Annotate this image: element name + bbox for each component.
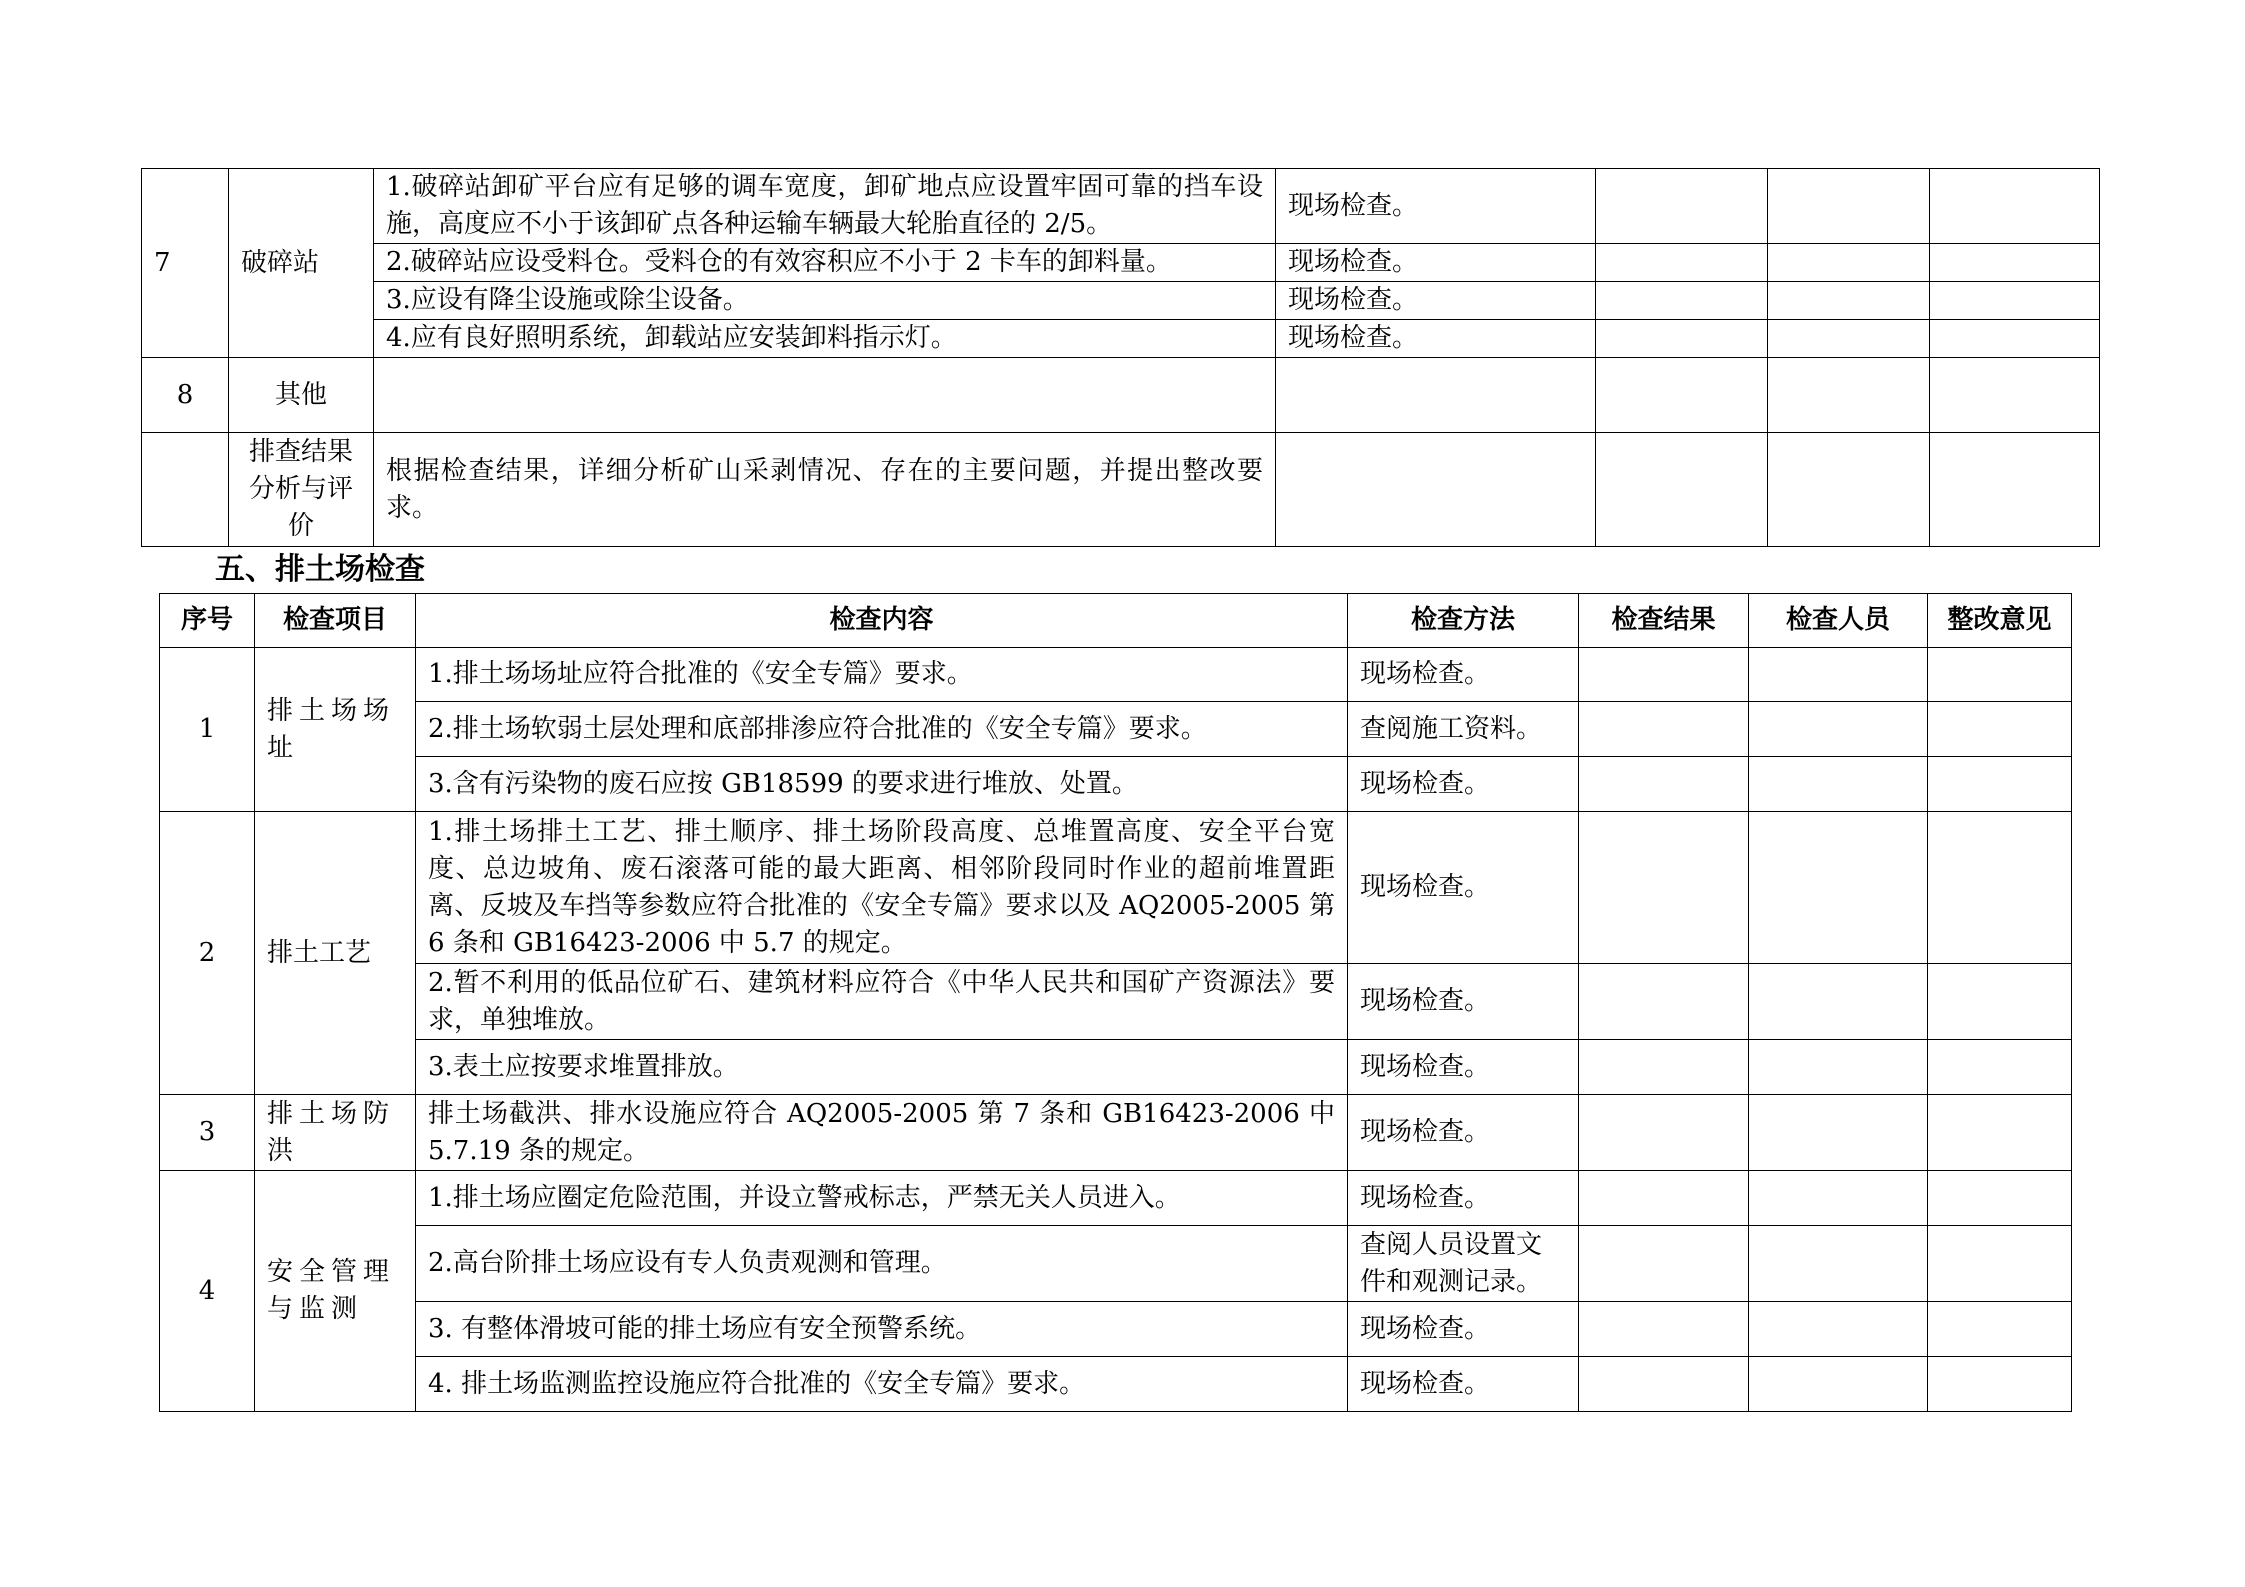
inspector-cell <box>1749 1171 1928 1226</box>
table-row <box>160 1040 2072 1095</box>
check-content: 1.排土场场址应符合批准的《安全专篇》要求。 <box>416 648 1348 702</box>
check-item: 安全管理与监测 <box>255 1171 416 1412</box>
header-item: 检查项目 <box>255 594 416 648</box>
check-method: 现场检查。 <box>1348 1095 1579 1171</box>
check-method: 现场检查。 <box>1276 282 1596 320</box>
inspector-cell <box>1749 702 1928 757</box>
check-result-cell <box>1596 282 1768 320</box>
check-item: 排土场防洪 <box>255 1095 416 1171</box>
check-result-cell <box>1579 812 1749 964</box>
header-result: 检查结果 <box>1579 594 1749 648</box>
inspector-cell <box>1749 1040 1928 1095</box>
inspector-cell <box>1749 757 1928 812</box>
check-content: 3.应设有降尘设施或除尘设备。 <box>374 282 1276 320</box>
dump-site-table <box>159 593 2072 1412</box>
check-result-cell <box>1596 320 1768 358</box>
check-content: 1.排土场应圈定危险范围，并设立警戒标志，严禁无关人员进入。 <box>416 1171 1348 1226</box>
check-result-cell <box>1596 244 1768 282</box>
check-result-cell <box>1579 1357 1749 1412</box>
check-result-cell <box>1579 1040 1749 1095</box>
rectification-cell <box>1928 1226 2072 1302</box>
inspector-cell <box>1768 244 1930 282</box>
table-row <box>160 964 2072 1040</box>
inspector-cell <box>1749 648 1928 702</box>
check-result-cell <box>1596 169 1768 244</box>
rectification-cell <box>1930 282 2100 320</box>
check-method <box>1276 358 1596 433</box>
table-row <box>160 702 2072 757</box>
crusher-table <box>141 168 2100 547</box>
table-row <box>142 320 2100 358</box>
table-row <box>142 282 2100 320</box>
table-row <box>160 757 2072 812</box>
table-row <box>160 1171 2072 1226</box>
check-method: 现场检查。 <box>1276 244 1596 282</box>
inspector-cell <box>1749 1095 1928 1171</box>
check-result-cell <box>1579 964 1749 1040</box>
row-number <box>142 433 229 547</box>
check-content: 2.高台阶排土场应设有专人负责观测和管理。 <box>416 1226 1348 1302</box>
rectification-cell <box>1930 320 2100 358</box>
check-method: 现场检查。 <box>1348 648 1579 702</box>
row-number: 8 <box>142 358 229 433</box>
check-method: 查阅人员设置文件和观测记录。 <box>1348 1226 1579 1302</box>
check-content: 1.排土场排土工艺、排土顺序、排土场阶段高度、总堆置高度、安全平台宽度、总边坡角、废石滚落可能的最大距离、相邻阶段同时作业的超前堆置距离、反坡及车挡等参数应符合批准的《安全专篇》要求以及 AQ2005-2005 第 6 条和 GB16423-2006 中 5.7 的规定。 <box>416 812 1348 964</box>
check-result-cell <box>1579 757 1749 812</box>
check-method: 现场检查。 <box>1276 320 1596 358</box>
check-result-cell <box>1579 1095 1749 1171</box>
table-row <box>160 1226 2072 1302</box>
check-item: 排查结果分析与评价 <box>229 433 374 547</box>
check-method: 现场检查。 <box>1348 1171 1579 1226</box>
check-method: 现场检查。 <box>1348 1357 1579 1412</box>
inspector-cell <box>1768 169 1930 244</box>
check-result-cell <box>1596 433 1768 547</box>
check-content: 2.破碎站应设受料仓。受料仓的有效容积应不小于 2 卡车的卸料量。 <box>374 244 1276 282</box>
rectification-cell <box>1928 1357 2072 1412</box>
rectification-cell <box>1928 1040 2072 1095</box>
inspector-cell <box>1749 1226 1928 1302</box>
check-result-cell <box>1579 1171 1749 1226</box>
header-inspector: 检查人员 <box>1749 594 1928 648</box>
section-title: 五、排土场检查 <box>215 552 425 587</box>
row-number: 3 <box>160 1095 255 1171</box>
check-method: 现场检查。 <box>1348 812 1579 964</box>
check-content: 3.含有污染物的废石应按 GB18599 的要求进行堆放、处置。 <box>416 757 1348 812</box>
inspector-cell <box>1749 812 1928 964</box>
check-method: 查阅施工资料。 <box>1348 702 1579 757</box>
rectification-cell <box>1928 757 2072 812</box>
check-method: 现场检查。 <box>1348 964 1579 1040</box>
check-method <box>1276 433 1596 547</box>
row-number: 2 <box>160 812 255 1095</box>
header-method: 检查方法 <box>1348 594 1579 648</box>
check-content: 4. 排土场监测监控设施应符合批准的《安全专篇》要求。 <box>416 1357 1348 1412</box>
check-method: 现场检查。 <box>1348 1040 1579 1095</box>
check-content: 3. 有整体滑坡可能的排土场应有安全预警系统。 <box>416 1302 1348 1357</box>
table-row <box>160 1302 2072 1357</box>
row-number: 7 <box>142 169 229 358</box>
table-row <box>142 169 2100 244</box>
inspector-cell <box>1749 1302 1928 1357</box>
table-row <box>142 433 2100 547</box>
check-item: 排土工艺 <box>255 812 416 1095</box>
check-content <box>374 358 1276 433</box>
check-method: 现场检查。 <box>1276 169 1596 244</box>
inspector-cell <box>1768 320 1930 358</box>
rectification-cell <box>1930 358 2100 433</box>
inspector-cell <box>1768 433 1930 547</box>
rectification-cell <box>1928 812 2072 964</box>
inspector-cell <box>1768 358 1930 433</box>
row-number: 1 <box>160 648 255 812</box>
rectification-cell <box>1928 1302 2072 1357</box>
rectification-cell <box>1928 964 2072 1040</box>
header-content: 检查内容 <box>416 594 1348 648</box>
check-result-cell <box>1596 358 1768 433</box>
table-row <box>142 358 2100 433</box>
check-result-cell <box>1579 702 1749 757</box>
check-item: 破碎站 <box>229 169 374 358</box>
inspector-cell <box>1749 964 1928 1040</box>
row-number: 4 <box>160 1171 255 1412</box>
check-result-cell <box>1579 1302 1749 1357</box>
check-item: 其他 <box>229 358 374 433</box>
inspector-cell <box>1768 282 1930 320</box>
rectification-cell <box>1928 1095 2072 1171</box>
check-result-cell <box>1579 1226 1749 1302</box>
rectification-cell <box>1928 648 2072 702</box>
inspector-cell <box>1749 1357 1928 1412</box>
table-row <box>160 812 2072 964</box>
check-content: 1.破碎站卸矿平台应有足够的调车宽度，卸矿地点应设置牢固可靠的挡车设施，高度应不小于该卸矿点各种运输车辆最大轮胎直径的 2/5。 <box>374 169 1276 244</box>
header-no: 序号 <box>160 594 255 648</box>
table-row <box>160 648 2072 702</box>
table-row <box>160 1095 2072 1171</box>
rectification-cell <box>1930 433 2100 547</box>
check-content: 3.表土应按要求堆置排放。 <box>416 1040 1348 1095</box>
rectification-cell <box>1930 244 2100 282</box>
header-row <box>160 594 2072 648</box>
header-rectification: 整改意见 <box>1928 594 2072 648</box>
check-item: 排土场场址 <box>255 648 416 812</box>
check-content: 根据检查结果，详细分析矿山采剥情况、存在的主要问题，并提出整改要求。 <box>374 433 1276 547</box>
check-content: 排土场截洪、排水设施应符合 AQ2005-2005 第 7 条和 GB16423-2006 中 5.7.19 条的规定。 <box>416 1095 1348 1171</box>
table-row <box>142 244 2100 282</box>
check-method: 现场检查。 <box>1348 1302 1579 1357</box>
rectification-cell <box>1930 169 2100 244</box>
check-content: 4.应有良好照明系统，卸载站应安装卸料指示灯。 <box>374 320 1276 358</box>
check-result-cell <box>1579 648 1749 702</box>
check-content: 2.排土场软弱土层处理和底部排渗应符合批准的《安全专篇》要求。 <box>416 702 1348 757</box>
table-row <box>160 1357 2072 1412</box>
rectification-cell <box>1928 702 2072 757</box>
check-content: 2.暂不利用的低品位矿石、建筑材料应符合《中华人民共和国矿产资源法》要求，单独堆放。 <box>416 964 1348 1040</box>
check-method: 现场检查。 <box>1348 757 1579 812</box>
rectification-cell <box>1928 1171 2072 1226</box>
